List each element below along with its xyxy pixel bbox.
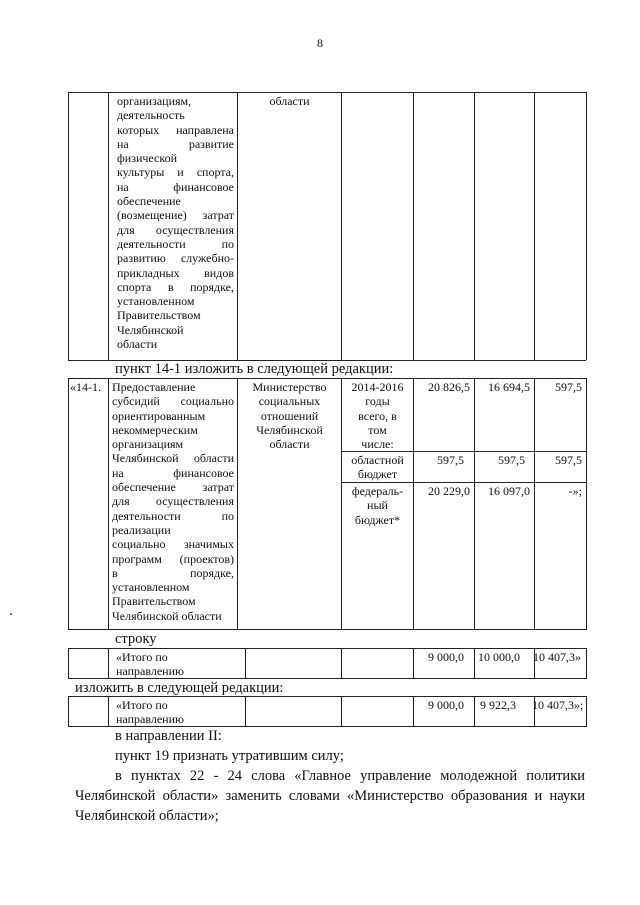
description-line: Челябинской [117,322,184,337]
description-line: для осуществления [112,494,234,509]
description-line: культуры и спорта, [117,165,234,180]
label-line: направлению [116,712,184,727]
description-line: на финансовое [117,179,234,194]
description-line: (возмещение) затрат [117,208,234,223]
description-line: реализации [112,522,171,537]
description-line: установленном [117,294,195,309]
executor-line: социальных [258,394,321,409]
description-line: организациям, [117,94,192,108]
source-line: всего, в [358,408,397,423]
executor-line: Челябинской [256,422,323,437]
description-line: деятельность [117,108,185,123]
description-line: Челябинской области [112,608,222,623]
description-line: на финансовое [112,465,234,480]
top-executor: области [269,94,310,108]
row-number: «14-1. [70,380,101,394]
funding-source-regional [342,453,413,482]
description-line: некоммерческим [112,422,198,437]
paragraph-direction-ii: в направлении II: [115,728,222,744]
line-14-1-intro: пункт 14-1 изложить в следующей редакции: [115,361,394,377]
source-line: том [368,422,387,437]
description-line: установленном [112,580,190,595]
description-line: обеспечение [117,194,181,209]
source-line: бюджет [357,467,398,482]
label-line: «Итого по [116,650,168,664]
source-line: федераль- [351,484,404,498]
description-line: субсидий социально [112,394,234,409]
total-value-2015: 10 000,0 [478,650,520,664]
value-2016: 597,5 [555,380,582,394]
value-2015: 16 097,0 [488,484,530,498]
row-executor [238,380,341,451]
description-line: программ (проектов) [112,551,234,566]
value-2016: -»; [568,484,582,498]
line-izlozhit: изложить в следующей редакции: [75,680,284,696]
page-number: 8 [317,36,323,50]
source-line: числе: [361,437,394,452]
paragraph-point-19: пункт 19 признать утратившим силу; [115,748,344,764]
value-2015: 597,5 [498,453,525,467]
description-line: деятельности по [112,508,234,523]
funding-source-total [342,380,413,451]
funding-source-federal [342,484,413,527]
description-line: Правительством [117,308,201,323]
description-line: Челябинской области [112,451,234,466]
description-line: Правительством [112,594,196,609]
row-description [112,380,234,623]
description-line: на развитие [117,136,234,151]
value-2014: 20 229,0 [428,484,470,498]
source-line: 2014-2016 [351,380,404,394]
executor-line: отношений [260,408,319,423]
description-line: Предоставление [112,380,196,394]
value-2016: 597,5 [555,453,582,467]
description-line: для осуществления [117,222,234,237]
total-label [116,650,241,679]
source-line: годы [365,394,390,409]
description-line: в порядке, [112,565,234,580]
value-2014: 20 826,5 [428,380,470,394]
description-line: организациям [112,437,184,452]
total-value-2016: 10 407,3» [533,650,581,664]
description-line: области [117,337,158,352]
description-line: которых направлена [117,122,234,137]
paragraph-points-22-24-line2: Челябинской области» заменить словами «Министерство образования и науки [75,788,585,804]
description-line: социально значимых [112,537,234,552]
total-value-2016: 10 407,3»; [532,698,584,712]
executor-line: области [269,437,310,452]
source-line: бюджет* [354,512,401,527]
description-line: деятельности по [117,236,234,251]
source-line: ный [367,498,388,513]
total-value-2015: 9 922,3 [480,698,516,712]
label-line: направлению [116,664,184,679]
description-line: физической [117,151,177,166]
total-value-2014: 9 000,0 [428,650,464,664]
paragraph-points-22-24-line3: Челябинской области»; [75,808,219,824]
top-description [117,94,234,351]
line-stroku: строку [115,631,157,647]
scan-speck [10,613,12,615]
source-line: областной [351,453,404,467]
total-value-2014: 9 000,0 [428,698,464,712]
description-line: развитию служебно- [117,251,234,266]
description-line: ориентированным [112,408,206,423]
value-2015: 16 694,5 [488,380,530,394]
description-line: спорта в порядке, [117,279,234,294]
description-line: обеспечение затрат [112,480,234,495]
executor-line: Министерство [252,380,327,394]
paragraph-points-22-24-line1: в пунктах 22 - 24 слова «Главное управление молодежной политики [115,768,585,784]
label-line: «Итого по [116,698,168,712]
total-label [116,698,241,727]
description-line: прикладных видов [117,265,234,280]
value-2014: 597,5 [437,453,464,467]
